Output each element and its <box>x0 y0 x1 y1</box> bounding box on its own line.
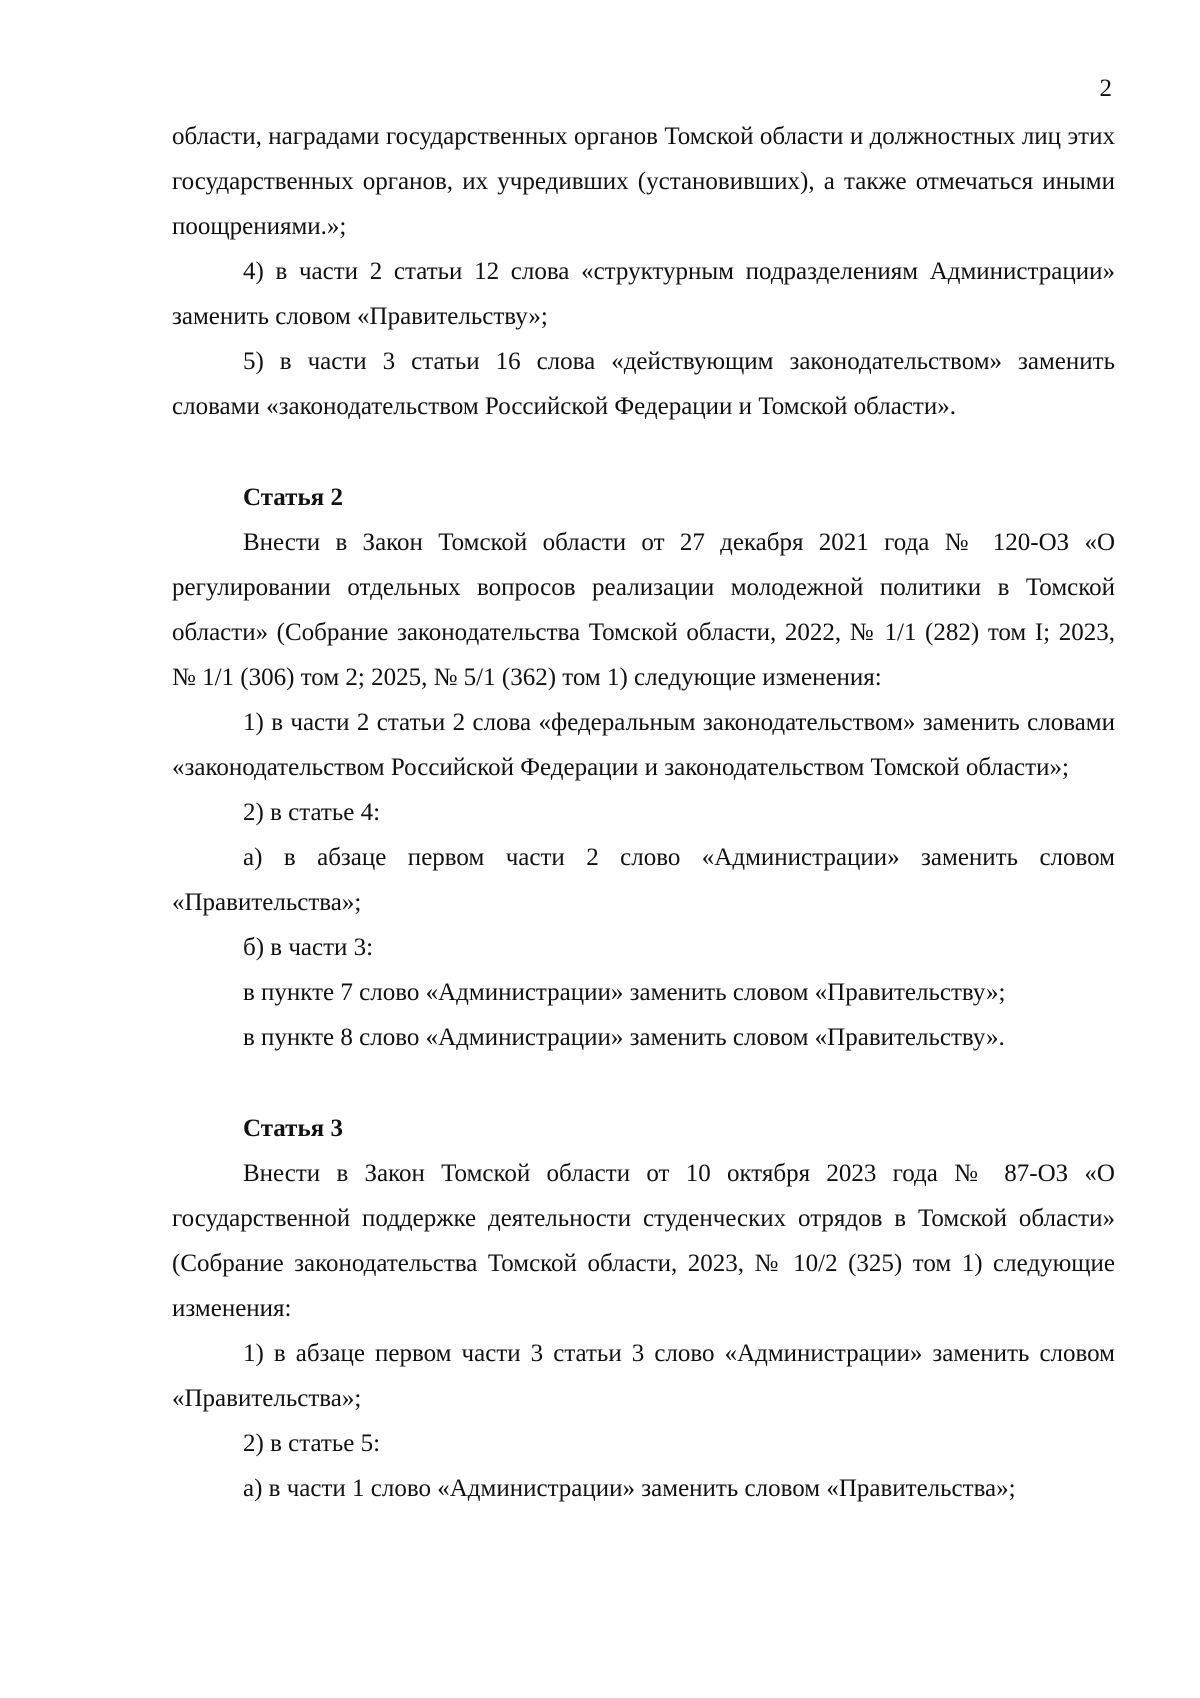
article-3-heading: Статья 3 <box>243 1115 343 1142</box>
paragraph-item-5: 5) в части 3 статьи 16 слова «действующим законодательством» заменить словами «законодательством Российской Федерации и Томской области». <box>172 348 1115 420</box>
article-2-heading: Статья 2 <box>243 484 343 511</box>
paragraph-continuation: области, наградами государственных органов Томской области и должностных лиц этих государственных органов, их учредивших (установивших), а также отмечаться иными поощрениями.»; <box>172 123 1115 240</box>
article-3-item: 2) в статье 5: <box>243 1430 381 1457</box>
article-2-intro: Внести в Закон Томской области от 27 декабря 2021 года № 120-ОЗ «О регулировании отдельных вопросов реализации молодежной политики в Томской области» (Собрание законодательства Томской области, 2022, № 1/1 (282) том I; 2023, № 1/1 (306) том 2; 2025, № 5/1 (362) том 1) следующие изменения: <box>172 529 1115 691</box>
article-2-item: 1) в части 2 статьи 2 слова «федеральным законодательством» заменить словами «законодательством Российской Федерации и законодательством Томской области»; <box>172 709 1115 781</box>
article-3-intro: Внести в Закон Томской области от 10 октября 2023 года № 87-ОЗ «О государственной поддержке деятельности студенческих отрядов в Томской области» (Собрание законодательства Томской области, 2023, № 10/2 (325) том 1) следующие изменения: <box>172 1160 1115 1322</box>
article-2-item: 2) в статье 4: <box>243 799 381 826</box>
paragraph-item-4: 4) в части 2 статьи 12 слова «структурным подразделениям Администрации» заменить словом «Правительству»; <box>172 258 1115 330</box>
article-2-item: в пункте 7 слово «Администрации» заменить словом «Правительству»; <box>243 979 1006 1006</box>
article-2-item: в пункте 8 слово «Администрации» заменить словом «Правительству». <box>243 1024 1005 1051</box>
article-3-item: а) в части 1 слово «Администрации» заменить словом «Правительства»; <box>243 1475 1016 1502</box>
article-2-item: а) в абзаце первом части 2 слово «Администрации» заменить словом «Правительства»; <box>172 844 1115 916</box>
article-2-item: б) в части 3: <box>243 934 374 961</box>
section-gap <box>172 1060 1115 1106</box>
page-number: 2 <box>1099 75 1112 102</box>
section-gap <box>172 429 1115 475</box>
document-body <box>172 114 1115 1511</box>
article-3-item: 1) в абзаце первом части 3 статьи 3 слово «Администрации» заменить словом «Правительства»; <box>172 1340 1115 1412</box>
